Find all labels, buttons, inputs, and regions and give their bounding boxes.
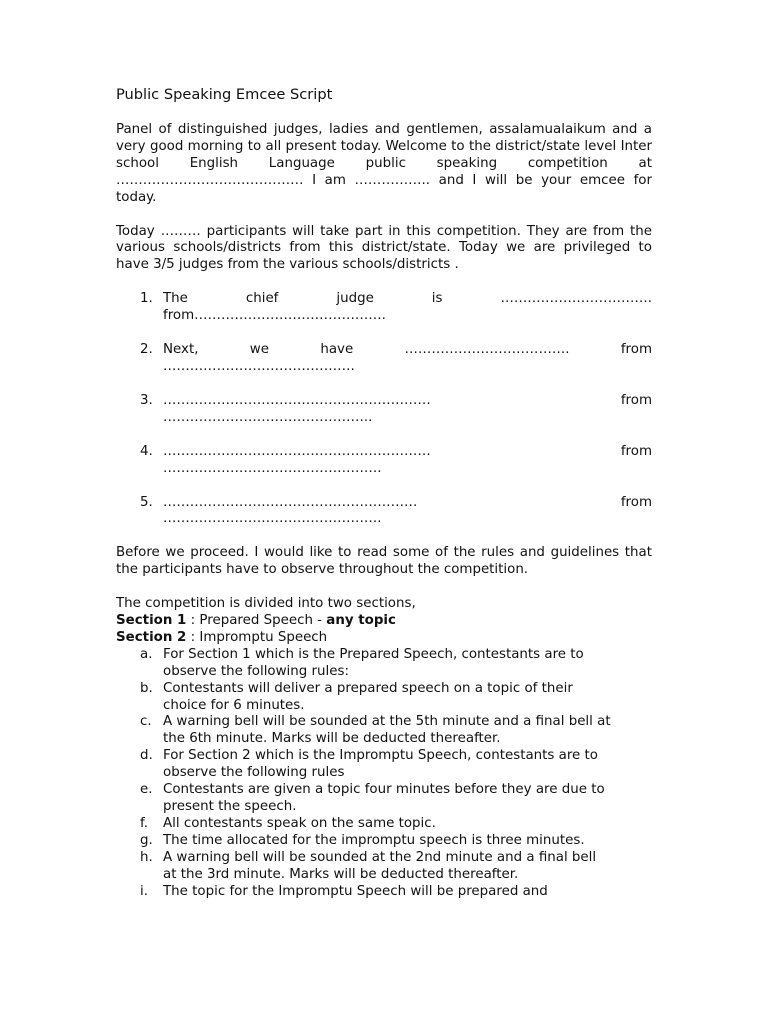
section-2-label: Section 2 <box>116 629 187 645</box>
rule-item <box>116 850 652 884</box>
judge-text: ………………………………………………… from …………………………………………. <box>163 494 652 527</box>
rules-list <box>116 647 652 901</box>
judge-text: Next, we have ………………………………. from ……………………………………. <box>163 342 652 374</box>
judge-item <box>116 495 652 529</box>
rule-letter: d. <box>140 748 153 764</box>
rule-text: All contestants speak on the same topic. <box>163 815 436 831</box>
judge-number: 2. <box>140 342 153 358</box>
rule-text: A warning bell will be sounded at the 2nd minute and a final bell at the 3rd minute. Marks will be deducted thereafter. <box>163 849 597 882</box>
rule-item <box>116 647 652 681</box>
proceed-paragraph: Before we proceed. I would like to read some of the rules and guidelines that the participants have to observe throughout the competition. <box>116 545 652 578</box>
judge-item <box>116 393 652 427</box>
rule-text: Contestants are given a topic four minutes before they are due to present the speech. <box>163 782 605 814</box>
rule-item <box>116 714 652 748</box>
judge-text: The chief judge is ……………………………. from……………………………………. <box>163 291 652 324</box>
judge-number: 4. <box>140 443 153 459</box>
rule-item <box>116 816 652 833</box>
rule-letter: i. <box>140 883 148 899</box>
rule-item <box>116 782 652 816</box>
rule-letter: h. <box>140 849 153 865</box>
rule-letter: e. <box>140 782 153 798</box>
document-title: Public Speaking Emcee Script <box>116 86 333 103</box>
participants-paragraph: Today ……… participants will take part in this competition. They are from the various schools/districts from this district/state. Today we are privileged to have 3/5 judges from the various schools/districts . <box>116 223 652 273</box>
section-1-bold: any topic <box>326 613 396 629</box>
rule-letter: b. <box>140 680 153 696</box>
rule-item <box>116 833 652 850</box>
rule-text: Contestants will deliver a prepared speech on a topic of their choice for 6 minutes. <box>163 680 573 713</box>
judge-number: 1. <box>140 291 153 307</box>
divided-line: The competition is divided into two sections, <box>116 596 416 612</box>
rule-text: The time allocated for the impromptu speech is three minutes. <box>163 832 585 848</box>
rule-item <box>116 681 652 715</box>
document-page <box>116 86 652 900</box>
judge-item <box>116 291 652 325</box>
rule-text: A warning bell will be sounded at the 5th minute and a final bell at the 6th minute. Marks will be deducted thereafter. <box>163 714 611 747</box>
section-1-title: : Prepared Speech - <box>186 613 327 629</box>
judge-text: …………………………………………………… from ……………………………………….. <box>163 392 652 425</box>
rule-letter: a. <box>140 646 153 662</box>
section-1-line <box>116 613 652 630</box>
rule-text: For Section 1 which is the Prepared Speech, contestants are to observe the following rules: <box>163 646 584 679</box>
judge-item <box>116 342 652 376</box>
judge-number: 5. <box>140 494 153 510</box>
judge-number: 3. <box>140 392 153 408</box>
judge-text: …………………………………………………… from …………………………………………. <box>163 443 652 476</box>
rule-item <box>116 884 652 901</box>
rule-letter: f. <box>140 815 148 831</box>
section-1-label: Section 1 <box>116 613 187 629</box>
rule-letter: g. <box>140 832 153 848</box>
judges-list <box>116 291 652 528</box>
rule-letter: c. <box>140 714 152 730</box>
judge-item <box>116 444 652 478</box>
rule-text: For Section 2 which is the Impromptu Speech, contestants are to observe the following rules <box>163 748 598 781</box>
rule-text: The topic for the Impromptu Speech will be prepared and <box>163 883 548 899</box>
section-2-title: : Impromptu Speech <box>186 629 328 645</box>
rule-item <box>116 748 652 782</box>
section-2-line <box>116 630 652 647</box>
intro-paragraph: Panel of distinguished judges, ladies and gentlemen, assalamualaikum and a very good morning to all present today. Welcome to the district/state level Inter school English Language public speaking competition at …………………………………… I am …………….. and I will be your emcee for today. <box>116 122 652 205</box>
